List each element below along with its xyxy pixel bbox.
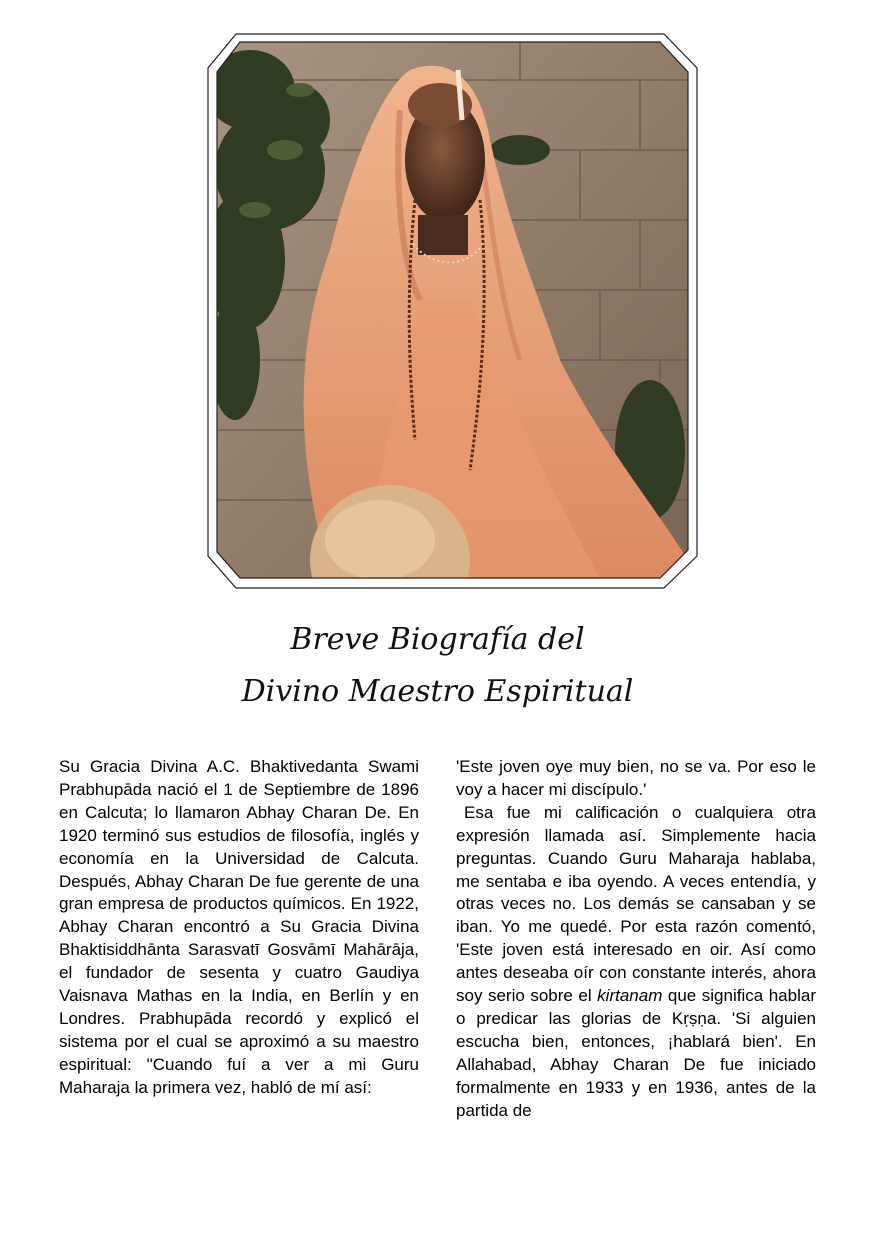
body-paragraph-quote: 'Este joven oye muy bien, no se va. Por eso le voy a hacer mi discípulo.' xyxy=(456,757,816,799)
body-paragraph-main xyxy=(456,802,816,1123)
italic-term: kirtanam xyxy=(597,986,663,1006)
text-segment: que significa hablar o predicar las glorias de Kṛṣṇa. 'Si alguien escucha bien, entonces, ¡hablará bien'. En Allahabad, Abhay Charan De fue iniciado formalmente en 1933 y en 1936, antes de la partida de xyxy=(456,986,816,1120)
body-column-right xyxy=(456,756,816,1123)
body-paragraph-left: Su Gracia Divina A.C. Bhaktivedanta Swami Prabhupāda nació el 1 de Septiembre de 1896 en Calcuta; lo llamaron Abhay Charan De. En 1920 terminó sus estudios de filosofía, inglés y economía en la Universidad de Calcuta. Después, Abhay Charan De fue gerente de una gran empresa de productos químicos. En 1922, Abhay Charan encontró a Su Gracia Divina Bhaktisiddhānta Sarasvatī Gosvāmī Mahārāja, el fundador de sesenta y cuatro Gaudiya Vaisnava Mathas en la India, en Berlín y en Londres. Prabhupāda recordó y explicó el sistema por el cual se aproximó a su maestro espiritual: "Cuando fuí a ver a mi Guru Maharaja la primera vez, habló de mí así: xyxy=(59,757,419,1097)
body-column-left xyxy=(59,756,419,1100)
page-title-line-1: Breve Biografía del xyxy=(290,622,585,657)
text-segment: Esa fue mi calificación o cualquiera otra expresión llamada así. Simplemente hacia preguntas. Cuando Guru Maharaja hablaba, me sentaba e iba oyendo. A veces entendía, y otras veces no. Los demás se cansaban y se iban. Yo me quedé. Por esta razón comentó, 'Este joven está interesado en oir. Así como antes deseaba oír con constante interés, ahora soy serio sobre el xyxy=(456,802,816,1006)
portrait-photo xyxy=(0,0,875,600)
page-title-line-2: Divino Maestro Espiritual xyxy=(241,674,634,709)
